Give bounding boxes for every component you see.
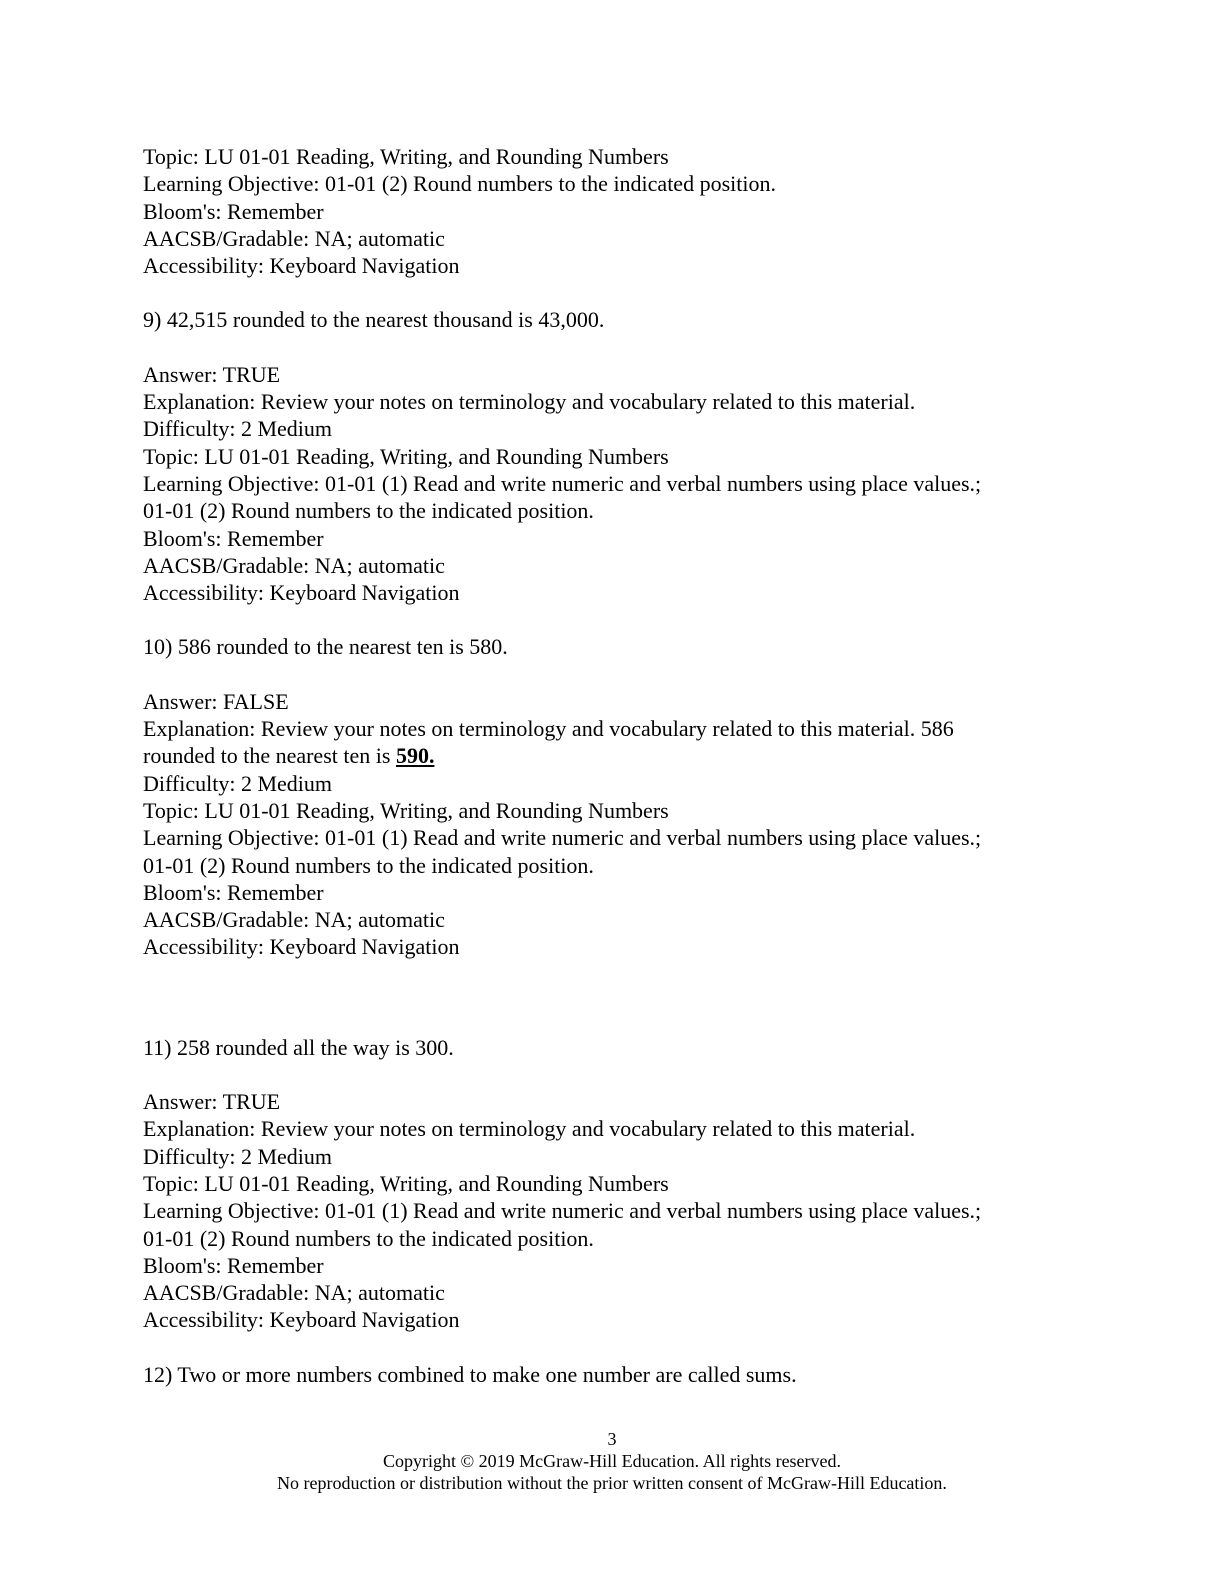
document-body (143, 143, 1083, 1388)
learning-objective-line-cont: 01-01 (2) Round numbers to the indicated position. (143, 852, 594, 878)
question-metadata-block (143, 143, 1083, 279)
correct-value: 590. (395, 743, 435, 769)
question-text: 12) Two or more numbers combined to make one number are called sums. (143, 1361, 797, 1387)
explanation-line: Explanation: Review your notes on terminology and vocabulary related to this material. (143, 1116, 916, 1142)
answer-line: Answer: FALSE (143, 688, 289, 714)
learning-objective-line: Learning Objective: 01-01 (2) Round numbers to the indicated position. (143, 171, 776, 197)
accessibility-line: Accessibility: Keyboard Navigation (143, 253, 460, 279)
difficulty-line: Difficulty: 2 Medium (143, 1143, 333, 1169)
answer-line: Answer: TRUE (143, 1089, 281, 1115)
copyright-line: Copyright © 2019 McGraw-Hill Education. All rights reserved. (382, 1451, 842, 1471)
aacsb-line: AACSB/Gradable: NA; automatic (143, 1280, 445, 1306)
explanation-line-cont (143, 742, 1083, 769)
question-text: 10) 586 rounded to the nearest ten is 580. (143, 634, 508, 660)
page-number: 3 (607, 1429, 617, 1449)
blooms-line: Bloom's: Remember (143, 879, 324, 905)
accessibility-line: Accessibility: Keyboard Navigation (143, 1307, 460, 1333)
question-text: 11) 258 rounded all the way is 300. (143, 1034, 454, 1060)
question-10 (143, 633, 1083, 960)
difficulty-line: Difficulty: 2 Medium (143, 416, 333, 442)
question-text: 9) 42,515 rounded to the nearest thousand is 43,000. (143, 307, 605, 333)
question-9 (143, 306, 1083, 606)
aacsb-line: AACSB/Gradable: NA; automatic (143, 225, 445, 251)
learning-objective-line: Learning Objective: 01-01 (1) Read and write numeric and verbal numbers using place values.; (143, 470, 982, 496)
learning-objective-line: Learning Objective: 01-01 (1) Read and write numeric and verbal numbers using place values.; (143, 1198, 982, 1224)
question-11 (143, 1034, 1083, 1334)
answer-line: Answer: TRUE (143, 361, 281, 387)
topic-line: Topic: LU 01-01 Reading, Writing, and Rounding Numbers (143, 797, 669, 823)
topic-line: Topic: LU 01-01 Reading, Writing, and Rounding Numbers (143, 144, 669, 169)
accessibility-line: Accessibility: Keyboard Navigation (143, 580, 460, 606)
topic-line: Topic: LU 01-01 Reading, Writing, and Rounding Numbers (143, 443, 669, 469)
reproduction-notice: No reproduction or distribution without the prior written consent of McGraw-Hill Education. (277, 1473, 947, 1493)
explanation-line: Explanation: Review your notes on terminology and vocabulary related to this material. (143, 389, 916, 415)
accessibility-line: Accessibility: Keyboard Navigation (143, 934, 460, 960)
aacsb-line: AACSB/Gradable: NA; automatic (143, 552, 445, 578)
blooms-line: Bloom's: Remember (143, 1252, 324, 1278)
learning-objective-line: Learning Objective: 01-01 (1) Read and write numeric and verbal numbers using place values.; (143, 825, 982, 851)
explanation-line: Explanation: Review your notes on terminology and vocabulary related to this material. 586 (143, 716, 954, 742)
difficulty-line: Difficulty: 2 Medium (143, 770, 333, 796)
page-footer (0, 1428, 1224, 1494)
aacsb-line: AACSB/Gradable: NA; automatic (143, 907, 445, 933)
question-12 (143, 1361, 1083, 1388)
blooms-line: Bloom's: Remember (143, 198, 324, 224)
learning-objective-line-cont: 01-01 (2) Round numbers to the indicated position. (143, 498, 594, 524)
explanation-text: rounded to the nearest ten is (143, 743, 396, 769)
topic-line: Topic: LU 01-01 Reading, Writing, and Rounding Numbers (143, 1170, 669, 1196)
blooms-line: Bloom's: Remember (143, 525, 324, 551)
learning-objective-line-cont: 01-01 (2) Round numbers to the indicated position. (143, 1225, 594, 1251)
